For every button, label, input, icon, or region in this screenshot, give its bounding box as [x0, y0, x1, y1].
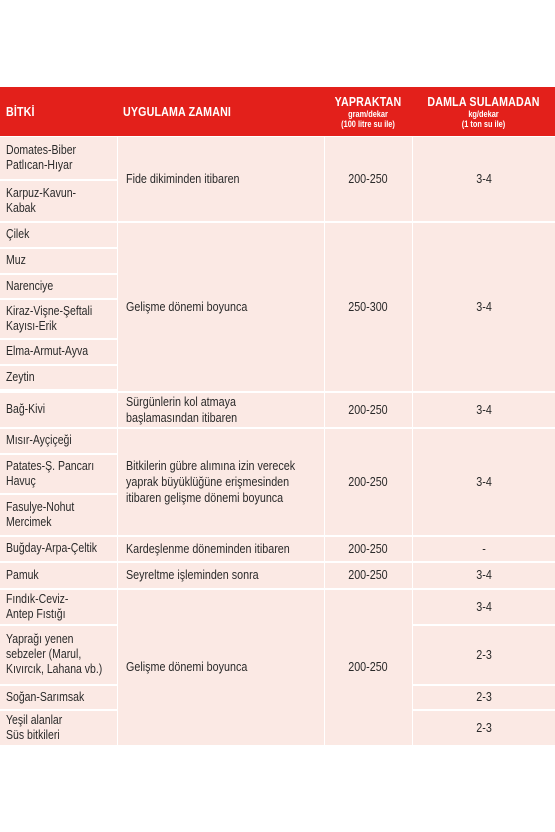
- crop-cell: Yaprağı yenen sebzeler (Marul, Kıvırcık, Lahana vb.): [0, 625, 117, 685]
- timing-cell: Gelişme dönemi boyunca: [117, 222, 324, 392]
- crop-cell: Zeytin: [0, 365, 117, 390]
- crop-cell: Mısır-Ayçiçeği: [0, 428, 117, 454]
- table-row: [0, 589, 555, 625]
- crop-cell: Pamuk: [0, 562, 117, 589]
- timing-cell: Bitkilerin gübre alımına izin verecek yaprak büyüklüğüne erişmesinden itibaren gelişme dönemi boyunca: [117, 428, 324, 536]
- crop-cell: Muz: [0, 248, 117, 274]
- table-row: [0, 222, 555, 248]
- crop-cell: Karpuz-Kavun- Kabak: [0, 180, 117, 222]
- drip-cell: -: [412, 536, 555, 562]
- crop-cell: Narenciye: [0, 274, 117, 299]
- table-row: [0, 137, 555, 180]
- foliar-cell: 200-250: [324, 392, 412, 428]
- crop-cell: Patates-Ş. Pancarı Havuç: [0, 454, 117, 494]
- table-row: [0, 536, 555, 562]
- foliar-cell: 200-250: [324, 428, 412, 536]
- drip-cell: 2-3: [412, 685, 555, 710]
- crop-cell: Buğday-Arpa-Çeltik: [0, 536, 117, 562]
- foliar-cell: 200-250: [324, 562, 412, 589]
- drip-cell: 3-4: [412, 562, 555, 589]
- foliar-cell: 200-250: [324, 589, 412, 746]
- timing-cell: Kardeşlenme döneminden itibaren: [117, 536, 324, 562]
- crop-cell: Çilek: [0, 222, 117, 248]
- header-row: [0, 87, 555, 137]
- crop-cell: Fasulye-Nohut Mercimek: [0, 494, 117, 536]
- header-drip: DAMLA SULAMADAN kg/dekar (1 ton su ile): [412, 87, 555, 137]
- crop-cell: Elma-Armut-Ayva: [0, 339, 117, 365]
- crop-cell: Kiraz-Vişne-Şeftali Kayısı-Erik: [0, 299, 117, 339]
- drip-cell: 3-4: [412, 392, 555, 428]
- crop-cell: Yeşil alanlar Süs bitkileri: [0, 710, 117, 746]
- header-crop: BİTKİ: [0, 87, 117, 137]
- foliar-cell: 200-250: [324, 536, 412, 562]
- table-row: [0, 562, 555, 589]
- header-timing: UYGULAMA ZAMANI: [117, 87, 324, 137]
- crop-cell: Domates-Biber Patlıcan-Hıyar: [0, 137, 117, 180]
- foliar-cell: 250-300: [324, 222, 412, 392]
- timing-cell: Seyreltme işleminden sonra: [117, 562, 324, 589]
- table-row: [0, 428, 555, 454]
- dosage-table: [0, 87, 555, 747]
- drip-cell: 3-4: [412, 222, 555, 392]
- timing-cell: Gelişme dönemi boyunca: [117, 589, 324, 746]
- crop-cell: Soğan-Sarımsak: [0, 685, 117, 710]
- table-row: [0, 392, 555, 428]
- drip-cell: 3-4: [412, 137, 555, 222]
- drip-cell: 2-3: [412, 625, 555, 685]
- foliar-cell: 200-250: [324, 137, 412, 222]
- drip-cell: 3-4: [412, 428, 555, 536]
- drip-cell: 3-4: [412, 589, 555, 625]
- drip-cell: 2-3: [412, 710, 555, 746]
- crop-cell: Fındık-Ceviz- Antep Fıstığı: [0, 589, 117, 625]
- timing-cell: Fide dikiminden itibaren: [117, 137, 324, 222]
- crop-cell: Bağ-Kivi: [0, 392, 117, 428]
- timing-cell: Sürgünlerin kol atmaya başlamasından itibaren: [117, 392, 324, 428]
- header-foliar: YAPRAKTAN gram/dekar (100 litre su ile): [324, 87, 412, 137]
